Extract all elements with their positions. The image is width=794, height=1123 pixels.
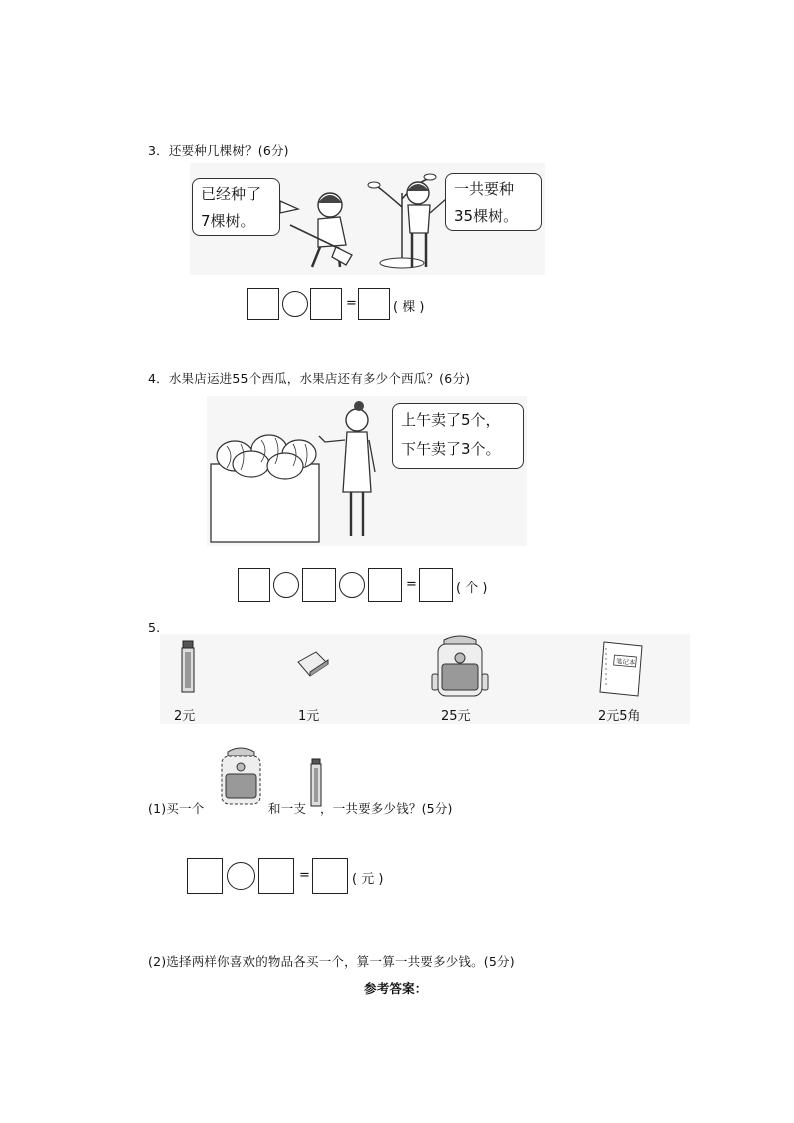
equals-sign: = xyxy=(346,296,357,311)
question-3-title: 3．还要种几棵树？(6分) xyxy=(148,143,289,158)
price-label: 2元5角 xyxy=(598,709,641,724)
unit-label: ( 元 ) xyxy=(352,872,384,887)
price-label: 25元 xyxy=(441,709,471,724)
operator-circle[interactable] xyxy=(282,291,308,317)
sub-question-2-text: (2)选择两样你喜欢的物品各买一个，算一算一共要多少钱。(5分) xyxy=(148,954,515,969)
bubble-line: 上午卖了5个， xyxy=(401,411,501,429)
glue-stick-icon xyxy=(178,640,198,696)
notebook-icon xyxy=(598,638,648,700)
question-5-number: 5. xyxy=(148,620,161,635)
answer-box-2[interactable] xyxy=(310,288,342,320)
answer-box-3[interactable] xyxy=(368,568,402,602)
fruit-shop-illustration xyxy=(207,396,527,546)
answer-box-2[interactable] xyxy=(258,858,294,894)
unit-label: ( 个 ) xyxy=(456,581,488,596)
answer-box-1[interactable] xyxy=(247,288,279,320)
sub-question-1-suffix: ，一共要多少钱？(5分) xyxy=(320,801,453,816)
eraser-icon xyxy=(294,650,332,680)
notebook-cover-label: 笔记本 xyxy=(615,657,636,667)
price-label: 2元 xyxy=(174,709,196,724)
price-label: 1元 xyxy=(298,709,320,724)
operator-circle[interactable] xyxy=(339,572,365,598)
bubble-line: 一共要种 xyxy=(454,180,515,198)
sub-question-1-row xyxy=(148,746,568,816)
equals-sign: = xyxy=(406,577,417,592)
speech-bubble-total xyxy=(445,173,542,231)
unit-label: ( 棵 ) xyxy=(393,300,425,315)
equals-sign: = xyxy=(299,868,310,883)
stationery-price-panel xyxy=(160,634,690,724)
answer-box-result[interactable] xyxy=(312,858,348,894)
bubble-line: 35棵树。 xyxy=(454,207,519,225)
answer-heading: 参考答案： xyxy=(364,981,428,996)
answer-box-1[interactable] xyxy=(238,568,270,602)
answer-box-1[interactable] xyxy=(187,858,223,894)
bubble-line: 7棵树。 xyxy=(201,212,256,230)
backpack-icon xyxy=(216,746,266,808)
answer-box-2[interactable] xyxy=(302,568,336,602)
bubble-line: 下午卖了3个。 xyxy=(401,440,501,458)
answer-box-result[interactable] xyxy=(358,288,390,320)
speech-bubble-sales xyxy=(392,403,524,469)
backpack-icon xyxy=(430,634,490,700)
bubble-line: 已经种了 xyxy=(201,185,262,203)
operator-circle[interactable] xyxy=(227,862,255,890)
sub-question-1-prefix: (1)买一个 xyxy=(148,801,205,816)
tree-planting-illustration xyxy=(190,163,545,275)
question-4-title: 4．水果店运进55个西瓜，水果店还有多少个西瓜？(6分) xyxy=(148,371,471,386)
operator-circle[interactable] xyxy=(273,572,299,598)
answer-box-result[interactable] xyxy=(419,568,453,602)
sub-question-1-middle: 和一支 xyxy=(268,801,307,816)
